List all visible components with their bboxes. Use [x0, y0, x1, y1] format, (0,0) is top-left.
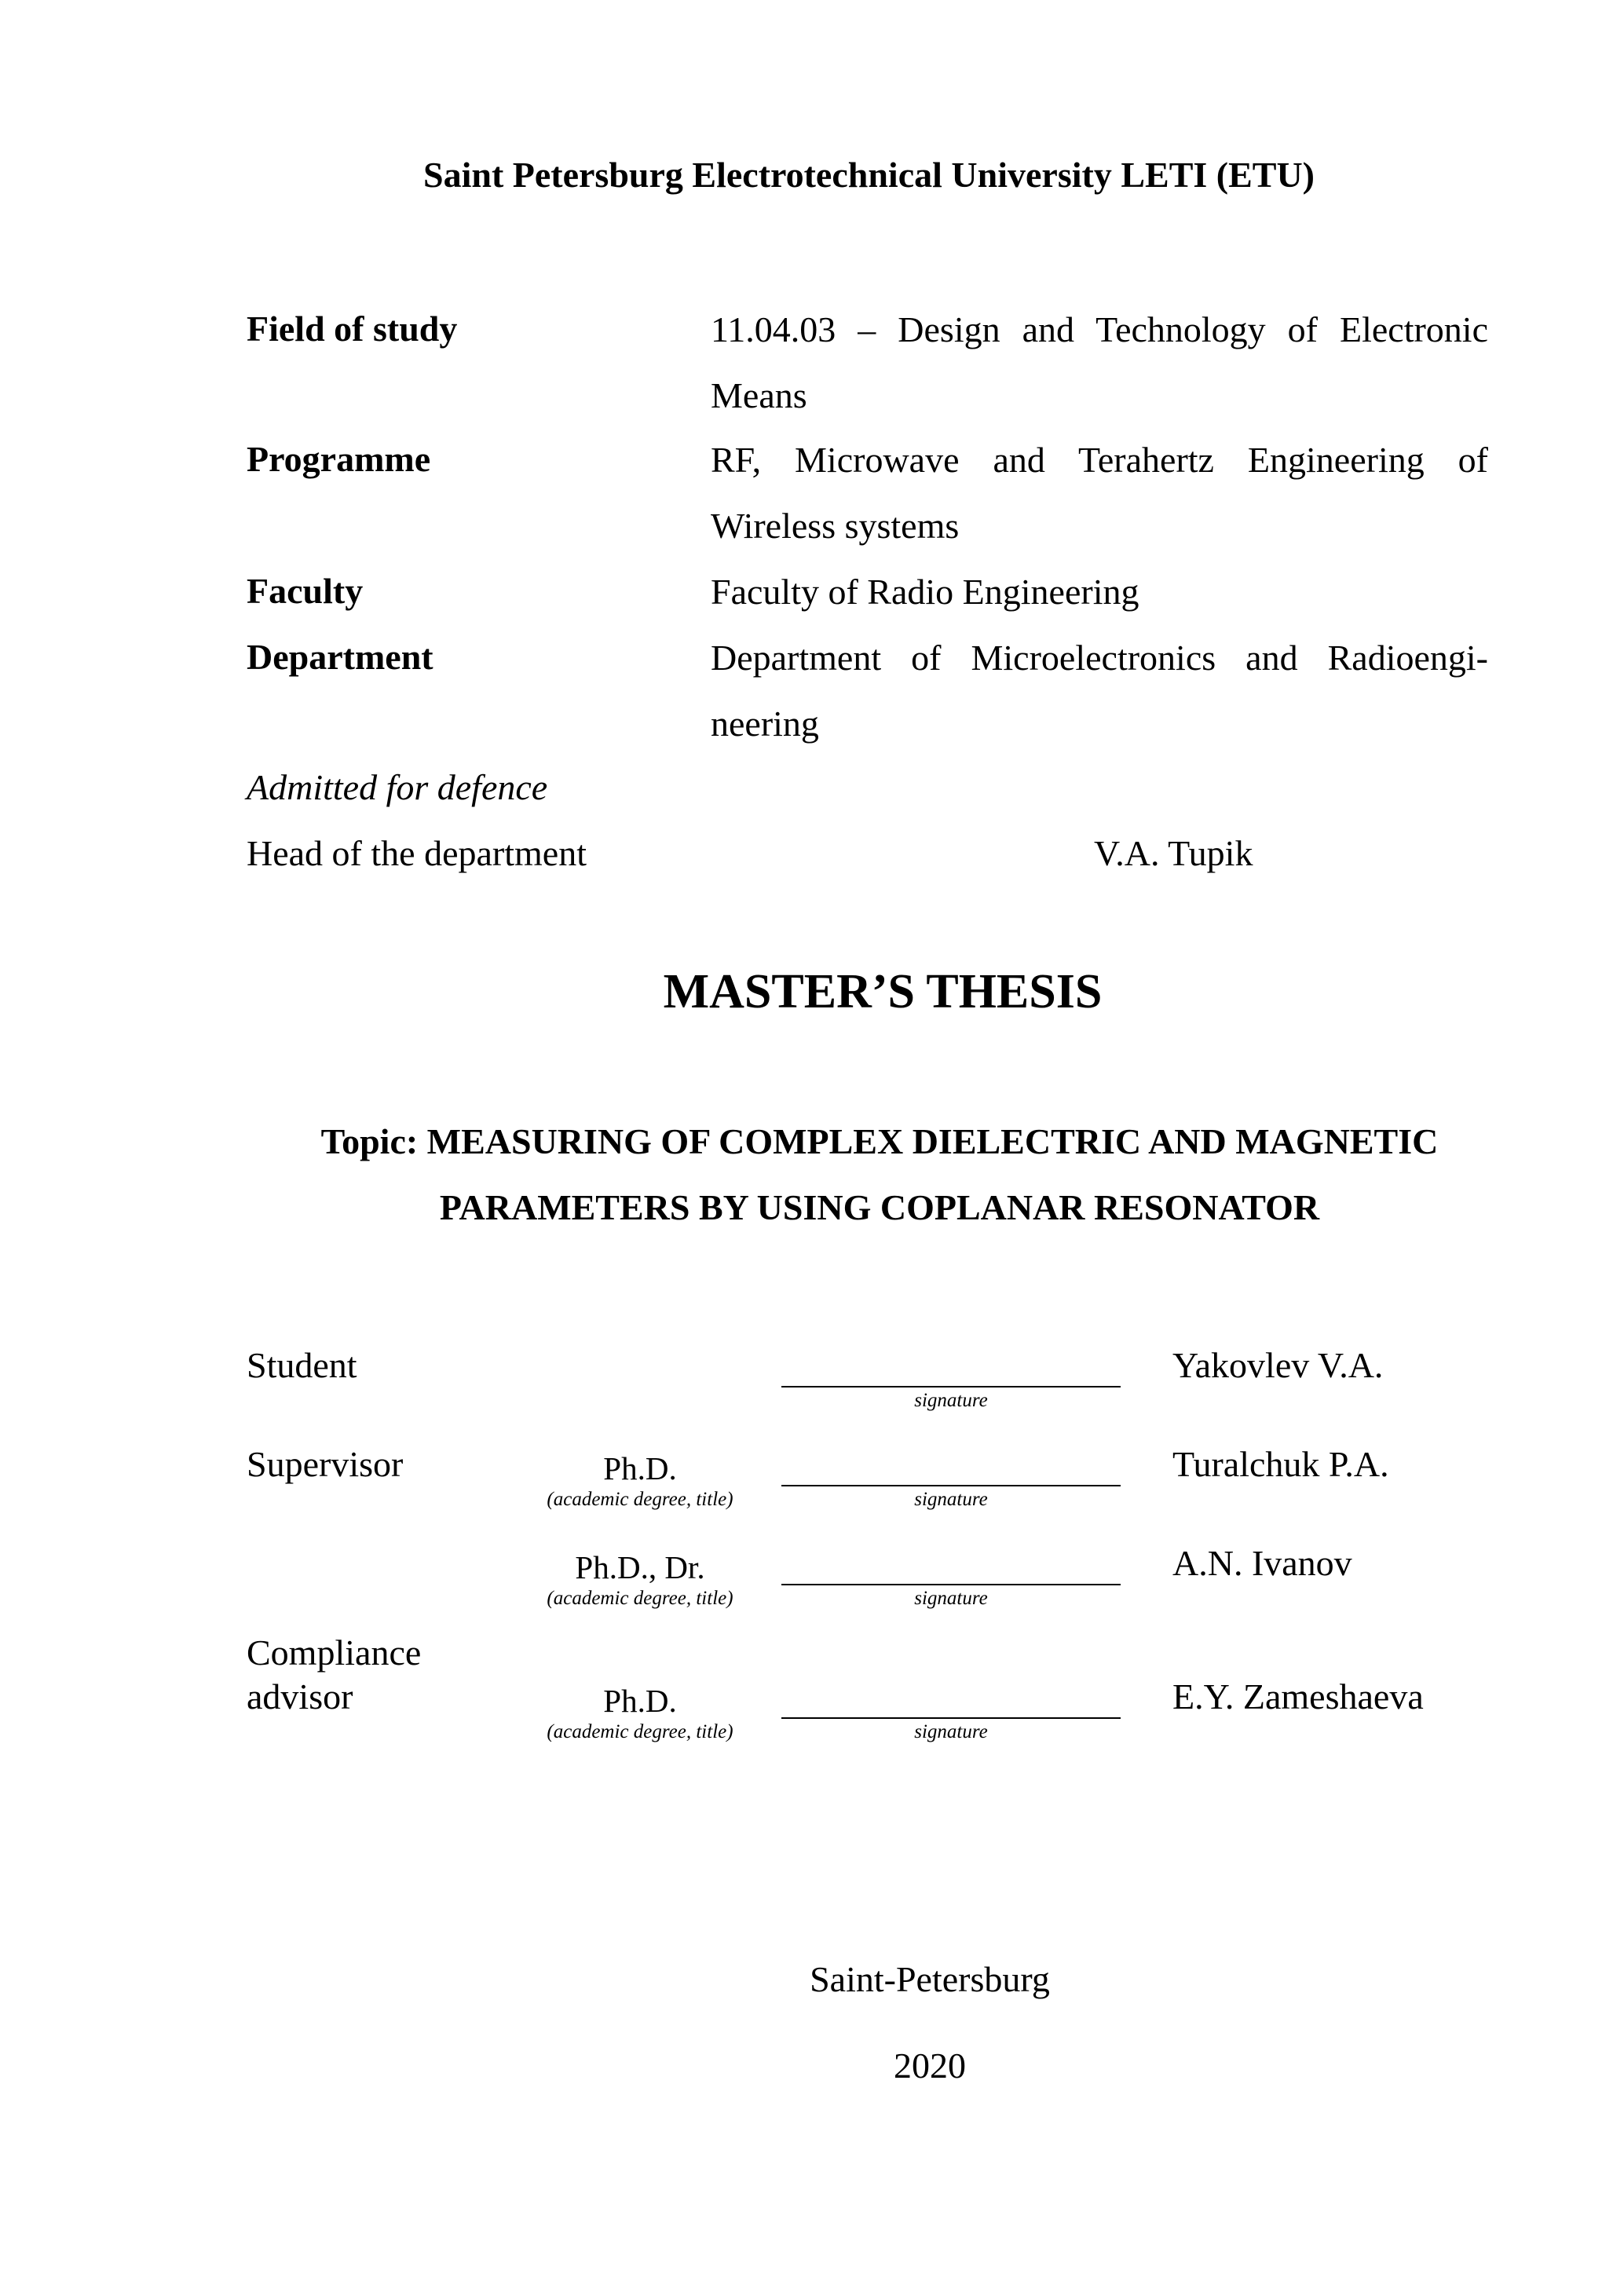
- supervisor-label: Supervisor: [247, 1444, 404, 1484]
- field-of-study-label: Field of study: [247, 309, 458, 349]
- cosupervisor-signature-caption: signature: [914, 1588, 988, 1609]
- cosupervisor-signature-line: [781, 1584, 1121, 1585]
- supervisor-signature-caption: signature: [914, 1489, 988, 1510]
- faculty-value: Faculty of Radio Engineering: [711, 572, 1139, 612]
- department-label: Department: [247, 637, 433, 677]
- topic-line-2: PARAMETERS BY USING COPLANAR RESONATOR: [439, 1187, 1320, 1227]
- head-of-department-label: Head of the department: [247, 833, 587, 873]
- university-name: Saint Petersburg Electrotechnical University LETI (ETU): [423, 155, 1315, 195]
- year: 2020: [894, 2046, 966, 2086]
- student-signature-line: [781, 1386, 1121, 1387]
- student-signature-caption: signature: [914, 1390, 988, 1411]
- compliance-degree-caption: (academic degree, title): [547, 1721, 733, 1742]
- head-of-department-name: V.A. Tupik: [1094, 833, 1253, 873]
- thesis-topic: [251, 1109, 1508, 1241]
- compliance-degree: Ph.D.: [603, 1683, 677, 1719]
- cosupervisor-degree: Ph.D., Dr.: [575, 1549, 705, 1585]
- supervisor-signature-line: [781, 1485, 1121, 1486]
- topic-line-1: Topic: MEASURING OF COMPLEX DIELECTRIC AND MAGNETIC: [320, 1121, 1439, 1161]
- student-name: Yakovlev V.A.: [1172, 1345, 1384, 1385]
- supervisor-degree-caption: (academic degree, title): [547, 1489, 733, 1510]
- compliance-signature-caption: signature: [914, 1721, 988, 1742]
- programme-value: RF, Microwave and Terahertz Engineering of Wireless systems: [711, 440, 1488, 546]
- cosupervisor-name: A.N. Ivanov: [1172, 1543, 1352, 1583]
- student-label: Student: [247, 1345, 357, 1385]
- admitted-for-defence: Admitted for defence: [247, 767, 548, 807]
- compliance-signature-line: [781, 1717, 1121, 1719]
- thesis-title: MASTER’S THESIS: [663, 965, 1103, 1018]
- city: Saint-Petersburg: [810, 1959, 1050, 1999]
- cosupervisor-degree-caption: (academic degree, title): [547, 1588, 733, 1609]
- compliance-label-line-2: advisor: [247, 1676, 353, 1717]
- supervisor-name: Turalchuk P.A.: [1172, 1444, 1389, 1484]
- field-of-study-value: 11.04.03 – Design and Technology of Electronic Means: [711, 309, 1488, 415]
- department-value: Department of Microelectronics and Radioengi-neering: [711, 638, 1488, 744]
- programme-label: Programme: [247, 439, 431, 479]
- faculty-label: Faculty: [247, 571, 364, 611]
- supervisor-degree: Ph.D.: [603, 1450, 677, 1486]
- compliance-advisor-name: E.Y. Zameshaeva: [1172, 1676, 1424, 1717]
- compliance-label-line-1: Compliance: [247, 1632, 422, 1673]
